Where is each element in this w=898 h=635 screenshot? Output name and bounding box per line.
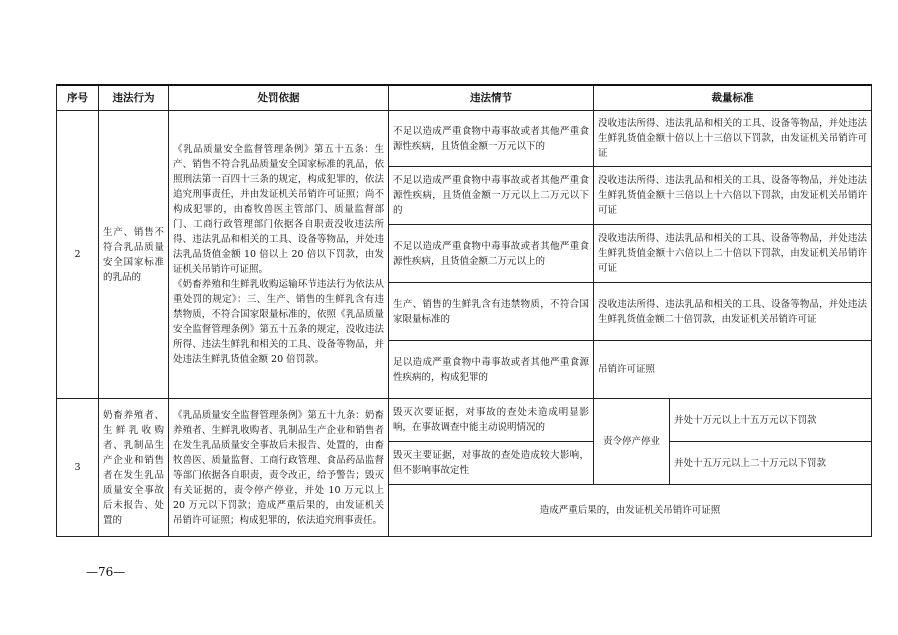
header-violation: 违法行为	[99, 85, 169, 111]
row2-no: 2	[57, 111, 99, 399]
row2-standard-2: 没收违法所得、违法乳品和相关的工具、设备等物品，并处违法生鲜乳货值金额十三倍以上十六倍以下罚款，由发证机关吊销许可证	[594, 167, 872, 225]
row2-circumstance-1: 不足以造成严重食物中毒事故或者其他严重食源性疾病，且货值金额一万元以下的	[389, 111, 594, 167]
row3-circumstance-1: 毁灭次要证据，对事故的查处未造成明显影响，在事故调查中能主动说明情况的	[389, 399, 594, 442]
row3-circumstance-2: 毁灭主要证据，对事故的查处造成较大影响，但不影响事故定性	[389, 442, 594, 485]
table-row	[57, 399, 872, 442]
row3-circumstance-3: 造成严重后果的，由发证机关吊销许可证照	[389, 485, 872, 537]
header-no: 序号	[57, 85, 99, 111]
row2-standard-1: 没收违法所得、违法乳品和相关的工具、设备等物品，并处违法生鲜乳货值金额十倍以上十三倍以下罚款，由发证机关吊销许可证	[594, 111, 872, 167]
row3-standard-1: 并处十万元以上十五万元以下罚款	[670, 399, 872, 442]
row3-standard-2: 并处十五万元以上二十万元以下罚款	[670, 442, 872, 485]
row2-violation: 生产、销售不符合乳品质量安全国家标准的乳品的	[99, 111, 169, 399]
row2-basis-para1: 《乳品质量安全监督管理条例》第五十五条：生产、销售不符合乳品质量安全国家标准的乳品，依照刑法第一百四十三条的规定，构成犯罪的，依法追究刑事责任，并由发证机关吊销许可证照；尚不构成犯罪的，由畜牧兽医主管部门、质量监督部门、工商行政管理部门依据各自职责没收违法所得、违法乳品和相关的工具、设备等物品，并处违法乳品货值金额 10 倍以上 20 倍以下罚款，由发证机关吊销许可证照。	[173, 144, 384, 275]
header-circumstance: 违法情节	[389, 85, 594, 111]
row2-circumstance-3: 不足以造成严重食物中毒事故或者其他严重食源性疾病，且货值金额二万元以上的	[389, 225, 594, 283]
header-standard: 裁量标准	[594, 85, 872, 111]
row2-standard-4: 没收违法所得、违法乳品和相关的工具、设备等物品，并处违法生鲜乳货值金额二十倍罚款，由发证机关吊销许可证	[594, 283, 872, 341]
row2-basis	[169, 111, 389, 399]
row3-order: 责令停产停业	[594, 399, 670, 485]
row2-standard-3: 没收违法所得、违法乳品和相关的工具、设备等物品，并处违法生鲜乳货值金额十六倍以上二十倍以下罚款，由发证机关吊销许可证	[594, 225, 872, 283]
row3-no: 3	[57, 399, 99, 537]
penalty-standards-table	[56, 84, 872, 537]
row2-circumstance-4: 生产、销售的生鲜乳含有违禁物质，不符合国家限量标准的	[389, 283, 594, 341]
page-number: —76—	[86, 565, 126, 579]
row2-basis-para2: 《奶畜养殖和生鲜乳收购运输环节违法行为依法从重处罚的规定》：三、生产、销售的生鲜乳含有违禁物质，不符合国家限量标准的，依照《乳品质量安全监督管理条例》第五十五条的规定，没收违法所得、违法生鲜乳和相关的工具、设备等物品，并处违法生鲜乳货值金额 20 倍罚款。	[173, 279, 384, 365]
table-header-row	[57, 85, 872, 111]
row3-basis: 《乳品质量安全监督管理条例》第五十九条：奶畜养殖者、生鲜乳收购者、乳制品生产企业和销售者在发生乳品质量安全事故后未报告、处置的，由畜牧兽医、质量监督、工商行政管理、食品药品监督等部门依据各自职责，责令改正，给予警告；毁灭有关证据的，责令停产停业，并处 10 万元以上 20 万元以下罚款；造成严重后果的，由发证机关吊销许可证照；构成犯罪的，依法追究刑事责任。	[169, 399, 389, 537]
header-basis: 处罚依据	[169, 85, 389, 111]
row2-circumstance-2: 不足以造成严重食物中毒事故或者其他严重食源性疾病，且货值金额一万元以上二万元以下的	[389, 167, 594, 225]
table-row	[57, 111, 872, 167]
row2-standard-5: 吊销许可证照	[594, 341, 872, 399]
row3-violation: 奶畜养殖者、生鲜乳收购者、乳制品生产企业和销售者在发生乳品质量安全事故后未报告、处置的	[99, 399, 169, 537]
row2-circumstance-5: 足以造成严重食物中毒事故或者其他严重食源性疾病的，构成犯罪的	[389, 341, 594, 399]
